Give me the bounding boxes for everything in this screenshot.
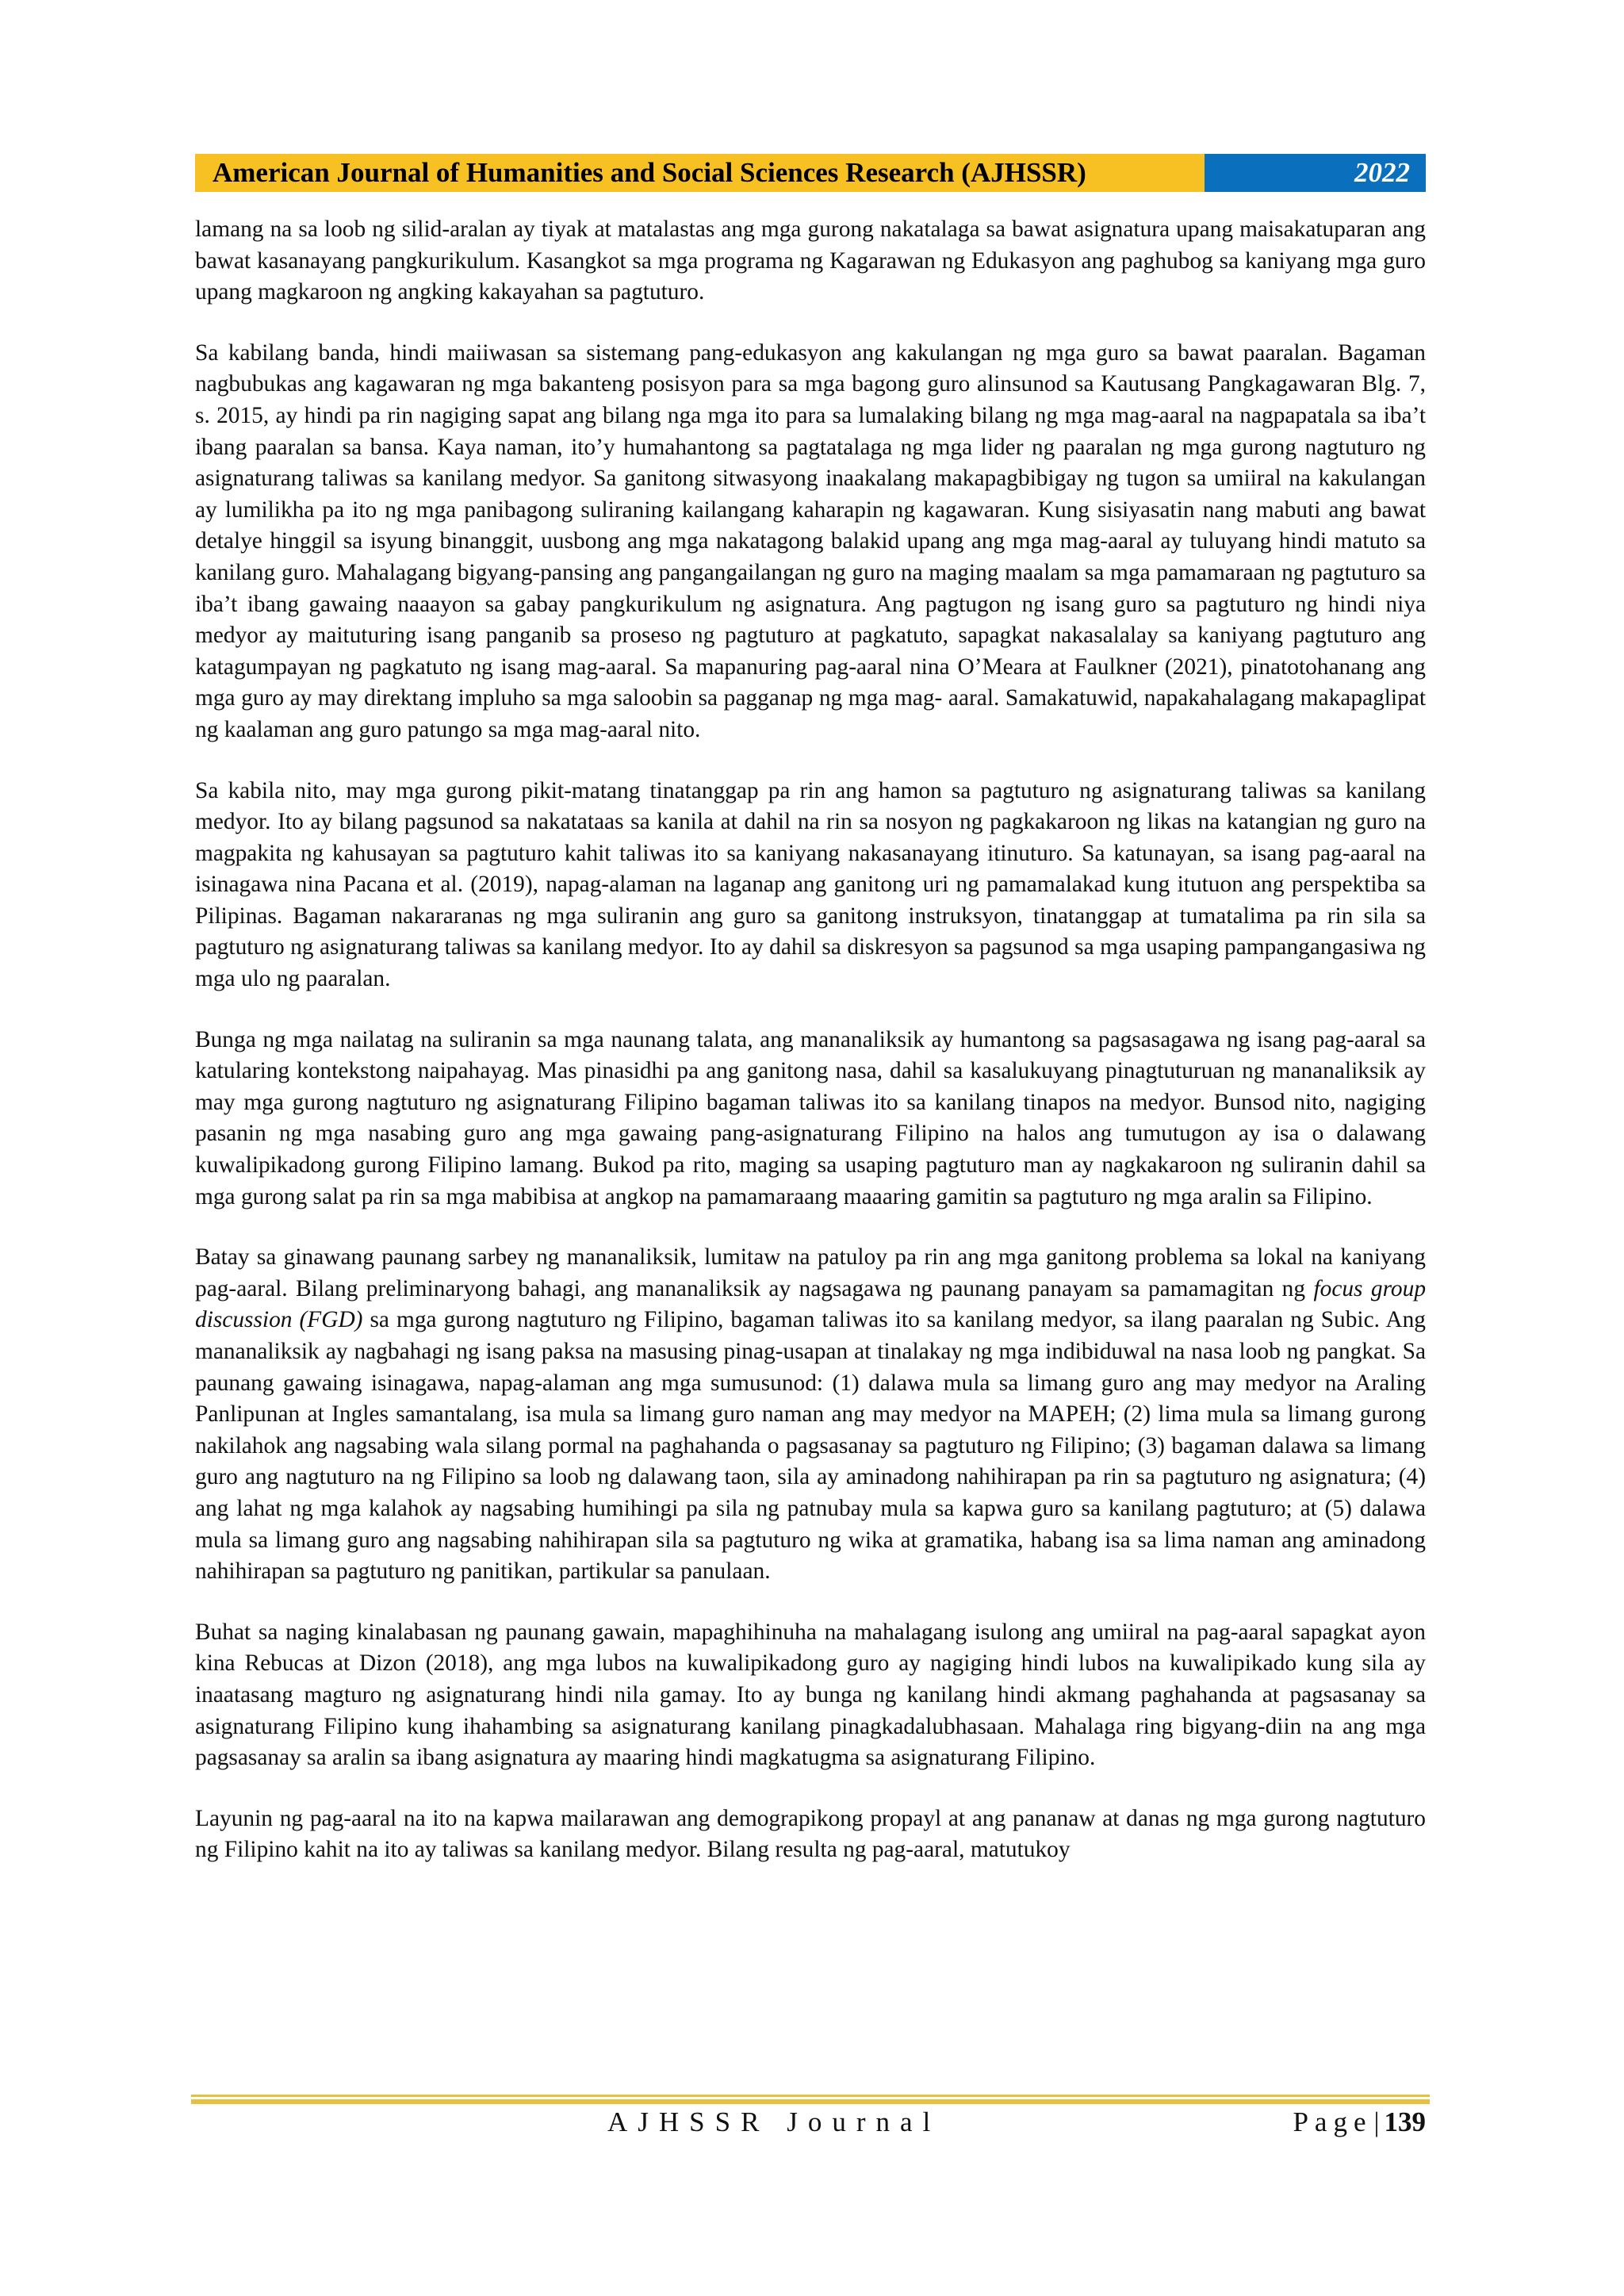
paragraph-5 (195, 1242, 1426, 1588)
footer-journal-label: AJHSSR Journal (607, 2106, 941, 2137)
paragraph-6: Buhat sa naging kinalabasan ng paunang gawain, mapaghihinuha na mahalagang isulong ang umiiral na pag-aaral sapagkat ayon kina Rebucas at Dizon (2018), ang mga lubos na kuwalipikadong guro ay nagiging hindi lubos na kuwalipikado kung sila ay inaatasang magturo ng asignaturang hindi nila gamay. Ito ay bunga ng kanilang hindi akmang paghahanda at pagsasanay sa asignaturang Filipino kung ihahambing sa asignaturang kanilang pinagkadalubhasaan. Mahalaga ring bigyang-diin na ang mga pagsasanay sa aralin sa ibang asignatura ay maaring hindi magkatugma sa asignaturang Filipino. (195, 1619, 1426, 1771)
paragraph-2: Sa kabilang banda, hindi maiiwasan sa sistemang pang-edukasyon ang kakulangan ng mga guro sa bawat paaralan. Bagaman nagbubukas ang kagawaran ng mga bakanteng posisyon para sa mga bagong guro alinsunod sa Kautusang Pangkagawaran Blg. 7, s. 2015, ay hindi pa rin nagiging sapat ang bilang nga mga ito para sa lumalaking bilang ng mga mag-aaral na nagpapatala sa iba’t ibang paaralan sa bansa. Kaya naman, ito’y humahantong sa pagtatalaga ng mga lider ng paaralan ng mga gurong nagtuturo ng asignaturang taliwas sa kanilang medyor. Sa ganitong sitwasyong inaakalang makapagbibigay ng tugon sa umiiral na kakulangan ay lumilikha pa ito ng mga panibagong suliraning kailangang kaharapin ng kagawaran. Kung sisiyasatin nang mabuti ang bawat detalye hinggil sa isyung binanggit, uusbong ang mga nakatagong balakid upang ang mga mag-aaral ay tuluyang hindi matuto sa kanilang guro. Mahalagang bigyang-pansing ang pangangailangan ng guro na maging maalam sa mga pamamaraan ng pagtuturo sa iba’t ibang gawaing naaayon sa gabay pangkurikulum ng asignatura. Ang pagtugon ng isang guro sa pagtuturo ng hindi niya medyor ay maituturing isang panganib sa proseso ng pagtuturo at pagkatuto, sapagkat nakasalalay sa kaniyang pagtuturo ang katagumpayan ng pagkatuto ng isang mag-aaral. Sa mapanuring pag-aaral nina O’Meara at Faulkner (2021), pinatotohanang ang mga guro ay may direktang impluho sa mga saloobin sa pagganap ng mga mag- aaral. Samakatuwid, napakahalagang makapaglipat ng kaalaman ang guro patungo sa mga mag-aaral nito. (195, 339, 1426, 742)
running-header (195, 154, 1426, 192)
paragraph-5-text-before: Batay sa ginawang paunang sarbey ng mananaliksik, lumitaw na patuloy pa rin ang mga ganitong problema sa lokal na kaniyang pag-aaral. Bilang preliminaryong bahagi, ang mananaliksik ay nagsagawa ng paunang panayam sa pamamagitan ng (195, 1244, 1426, 1301)
footer-divider-thin (191, 2095, 1430, 2097)
page-number: 139 (1384, 2106, 1426, 2137)
footer-divider (191, 2099, 1430, 2104)
paragraph-7: Layunin ng pag-aaral na ito na kapwa mailarawan ang demograpikong propayl at ang pananaw at danas ng mga gurong nagtuturo ng Filipino kahit na ito ay taliwas sa kanilang medyor. Bilang resulta ng pag-aaral, matutukoy (195, 1805, 1426, 1863)
fgd-term: focus group discussion (FGD) (195, 1275, 1427, 1333)
journal-title: American Journal of Humanities and Social Sciences Research (AJHSSR) (195, 154, 1205, 192)
paragraph-1: lamang na sa loob ng silid-aralan ay tiyak at matalastas ang mga gurong nakatalaga sa bawat asignatura upang maisakatuparan ang bawat kasanayang pangkurikulum. Kasangkot sa mga programa ng Kagarawan ng Edukasyon ang paghubog sa kaniyang mga guro upang magkaroon ng angking kakayahan sa pagtuturo. (195, 217, 1426, 305)
paragraph-5-text-after: sa mga gurong nagtuturo ng Filipino, bagaman taliwas ito sa kanilang medyor, sa ilang paaralan ng Subic. Ang mananaliksik ay nagbahagi ng isang paksa na masusing pinag-usapan at tinalakay ng mga indibiduwal na nasa loob ng pangkat. Sa paunang gawaing isinagawa, napag-alaman ang mga sumusunod: (1) dalawa mula sa limang guro ang may medyor na Araling Panlipunan at Ingles samantalang, isa mula sa limang guro naman ang may medyor na MAPEH; (2) lima mula sa limang gurong nakilahok ang nagsabing wala silang pormal na paghahanda o pagsasanay sa pagtuturo ng Filipino; (3) bagaman dalawa sa limang guro ang nagtuturo na ng Filipino sa loob ng dalawang taon, sila ay aminadong nahihirapan pa rin sa pagtuturo ng asignatura; (4) ang lahat ng mga kalahok ay nagsabing humihingi pa sila ng patnubay mula sa kapwa guro sa kanilang pagtuturo; at (5) dalawa mula sa limang guro ang nagsabing nahihirapan sila sa pagtuturo ng wika at gramatika, habang isa sa lima naman ang aminadong nahihirapan sa pagtuturo ng panitikan, partikular sa panulaan. (195, 1307, 1426, 1585)
paragraph-3: Sa kabila nito, may mga gurong pikit-matang tinatanggap pa rin ang hamon sa pagtuturo ng asignaturang taliwas sa kanilang medyor. Ito ay bilang pagsunod sa nakatataas sa kanila at dahil na rin sa nosyon ng pagkakaroon ng likas na katangian ng guro na magpakita ng kahusayan sa pagtuturo kahit taliwas ito sa kaniyang nakasanayang itinuturo. Sa katunayan, sa isang pag-aaral na isinagawa nina Pacana et al. (2019), napag-alaman na laganap ang ganitong uri ng pamamalakad kung itutuon ang perspektiba sa Pilipinas. Bagaman nakararanas ng mga suliranin ang guro sa ganitong instruksyon, tinatanggap at tumatalima pa rin sila sa pagtuturo ng asignaturang taliwas sa kanilang medyor. Ito ay dahil sa diskresyon sa pagsunod sa mga usaping pampangangasiwa ng mga ulo ng paaralan. (195, 777, 1426, 992)
page-word: Page (1293, 2106, 1373, 2137)
body-text (195, 214, 1426, 1895)
page-separator: | (1373, 2106, 1380, 2137)
footer-page-info (1293, 2106, 1426, 2138)
publication-year: 2022 (1205, 154, 1426, 192)
paragraph-4: Bunga ng mga nailatag na suliranin sa mga naunang talata, ang mananaliksik ay humantong sa pagsasagawa ng isang pag-aaral sa katularing kontekstong naipahayag. Mas pinasidhi pa ang ganitong nasa, dahil sa kasalukuyang pinagtuturuan ng mananaliksik ay may mga gurong nagtuturo ng asignaturang Filipino bagaman taliwas ito sa kanilang tinapos na medyor. Bunsod nito, nagiging pasanin ng mga nasabing guro ang mga gawaing pang-asignaturang Filipino na halos ang tumutugon ay isa o dalawang kuwalipikadong gurong Filipino lamang. Bukod pa rito, maging sa usaping pagtuturo man ay nagkakaroon ng suliranin dahil sa mga gurong salat pa rin sa mga mabibisa at angkop na pamamaraang maaaring gamitin sa pagtuturo ng mga aralin sa Filipino. (195, 1026, 1426, 1209)
